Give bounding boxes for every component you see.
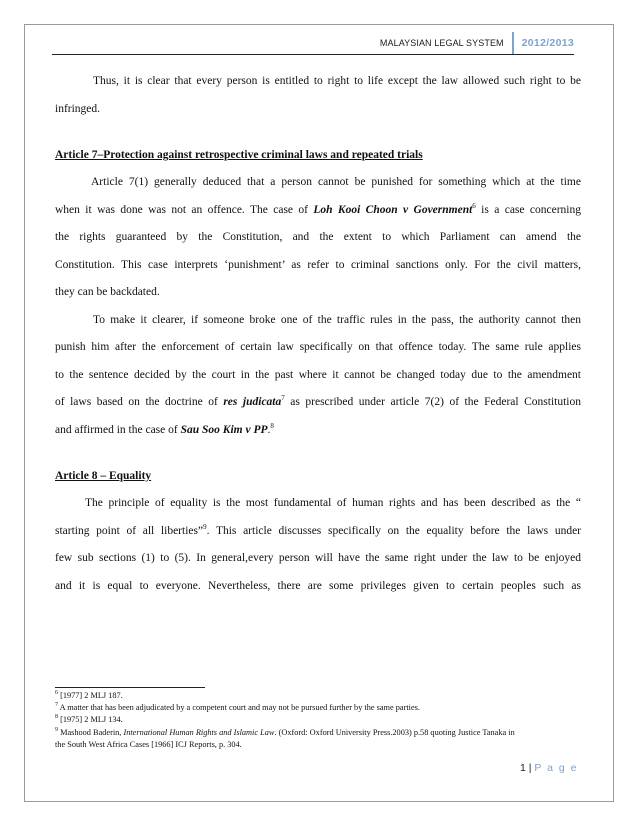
text-fragment: is a case concerning (475, 203, 581, 216)
footnote-text: A matter that has been adjudicated by a competent court and may not be pursued further by the same parties. (58, 703, 420, 713)
footnote-number: 7 (55, 702, 58, 709)
article-8-paragraph-1 (55, 490, 581, 600)
paragraph-right-to-life (55, 68, 581, 123)
footnote-number: 9 (55, 726, 58, 733)
text-fragment: when it was done was not an offence. The case of (55, 203, 314, 216)
case-name: Sau Soo Kim v PP (180, 423, 268, 436)
footnote-number: 6 (55, 690, 58, 697)
text-line: they can be backdated. (55, 286, 160, 298)
text-line: The principle of equality is the most fundamental of human rights and has been described as the “ (85, 497, 581, 509)
footnote-7 (55, 702, 581, 714)
page-number: 1 (519, 762, 526, 774)
text-line: to the sentence decided by the court in the past where it cannot be changed today due to the amendment (55, 368, 581, 381)
text-line: and it is equal to everyone. Nevertheless, there are some privileges given to certain peoples such as (55, 579, 581, 592)
case-name: Loh Kooi Choon v Government (313, 203, 473, 216)
footnote-text: . (Oxford: Oxford University Press.2003) p.58 quoting Justice Tanaka in (274, 727, 515, 737)
text-fragment: . (267, 423, 271, 436)
text-line: the rights guaranteed by the Constitution, and the extent to which Parliament can amend the (55, 231, 581, 243)
book-title: International Human Rights and Islamic Law (123, 727, 275, 737)
footnote-9 (55, 727, 581, 739)
text-line: To make it clearer, if someone broke one of the traffic rules in the pass, the authority cannot then (93, 313, 581, 326)
text-line (55, 518, 581, 546)
footnote-text: [1977] 2 MLJ 187. (58, 691, 123, 700)
page-body (55, 68, 581, 600)
footnote-8 (55, 714, 581, 726)
footnotes (55, 690, 581, 751)
footnote-6 (55, 690, 581, 702)
article-7-paragraph-1 (55, 169, 581, 307)
page-footer (0, 762, 578, 774)
page-label: P a g e (534, 762, 578, 774)
footnote-number: 8 (55, 714, 58, 721)
text-line: infringed. (55, 102, 101, 115)
footer-separator: | (528, 762, 532, 774)
text-line: punish him after the enforcement of certain law specifically on that offence today. The same rule applies (55, 341, 581, 353)
header-system-title: MALAYSIAN LEGAL SYSTEM (379, 38, 504, 48)
page-header (0, 33, 574, 53)
text-fragment: starting point of all liberties” (55, 524, 204, 537)
footnote-9-continued: the South West Africa Cases [1966] ICJ Reports, p. 304. (55, 739, 242, 749)
footnote-text: Mashood Baderin, (58, 727, 124, 737)
text-line (55, 417, 581, 445)
text-line (55, 197, 581, 225)
article-8-heading: Article 8 – Equality (55, 470, 152, 482)
text-fragment: of laws based on the doctrine of (55, 396, 224, 408)
text-line: Article 7(1) generally deduced that a person cannot be punished for something which at the time (91, 176, 581, 188)
footnote-separator (55, 687, 205, 688)
footnote-ref: 8 (270, 421, 274, 430)
header-rule (52, 54, 574, 55)
text-line: few sub sections (1) to (5). In general,every person will have the same right under the law to be enjoyed (55, 552, 581, 564)
text-line (55, 389, 581, 417)
footnote-ref: 9 (203, 522, 207, 531)
article-7-paragraph-2 (55, 307, 581, 445)
text-line: Constitution. This case interprets ‘punishment’ as refer to criminal sanctions only. For the civil matters, (55, 258, 581, 271)
case-name: res judicata (223, 396, 282, 408)
text-line: Thus, it is clear that every person is entitled to right to life except the law allowed such right to be (93, 75, 581, 87)
footnote-ref: 6 (472, 201, 476, 210)
article-7-heading: Article 7–Protection against retrospective criminal laws and repeated trials (55, 149, 423, 161)
footnote-text: [1975] 2 MLJ 134. (58, 715, 123, 725)
header-year: 2012/2013 (521, 37, 574, 49)
footnote-ref: 7 (281, 394, 285, 403)
text-fragment: and affirmed in the case of (55, 423, 181, 436)
text-fragment: . This article discusses specifically on the equality before the laws under (206, 524, 582, 537)
text-fragment: as prescribed under article 7(2) of the Federal Constitution (284, 396, 581, 408)
